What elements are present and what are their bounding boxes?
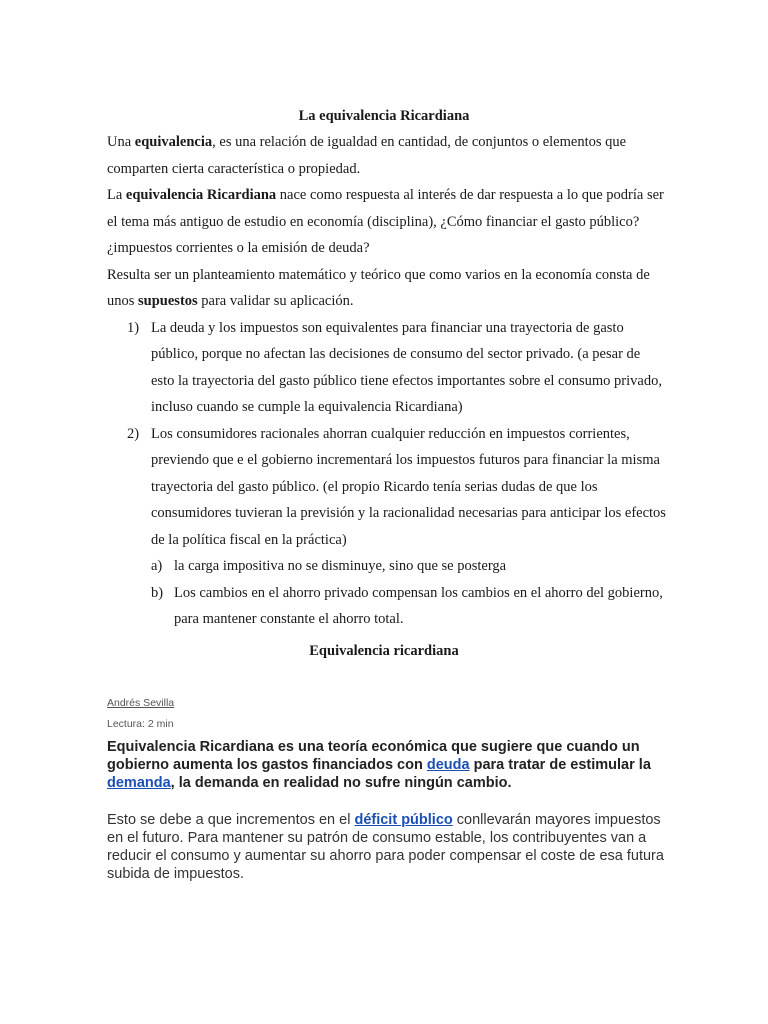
lead-text-1: Equivalencia Ricardiana es una teoría económica que sugiere que cuando un gobierno aumenta los gastos financiados con [107,739,640,773]
sub-list-text: Los cambios en el ahorro privado compensan los cambios en el ahorro del gobierno, para mantener constante el ahorro total. [174,584,663,627]
article-paragraph [107,811,667,883]
deficit-publico-link[interactable]: déficit público [354,812,453,828]
p2-text-start: La [107,187,126,203]
list-item-text: Los consumidores racionales ahorran cualquier reducción en impuestos corrientes, previendo que e el gobierno incrementará los impuestos futuros para financiar la misma trayectoria del gasto público. (el propio Ricardo tenía serias dudas de que los consumidores tuvieran la previsión y la racionalidad necesarias para anticipar los efectos de la política fiscal en la práctica) [151,425,666,548]
paragraph-equivalencia [107,129,667,182]
paragraph-supuestos [107,262,667,315]
sub-list-item [107,580,667,633]
sub-list-item [107,553,667,580]
p2-bold-term: equivalencia Ricardiana [125,187,277,203]
demanda-link[interactable]: demanda [107,775,171,791]
p3-text-start: Resulta ser un planteamiento matemático y teórico que como varios en la economía consta de unos [107,266,650,309]
list-item [107,421,667,554]
paragraph-equivalencia-ricardiana [107,182,667,262]
reading-time: Lectura: 2 min [107,718,174,730]
deuda-link[interactable]: deuda [426,757,470,773]
document-body [107,129,667,633]
author-link[interactable]: Andrés Sevilla [107,697,175,709]
sub-list-letter: b) [151,584,164,601]
document-title: La equivalencia Ricardiana [298,108,470,124]
p2-text-end: nace como respuesta al interés de dar respuesta a lo que podría ser el tema más antiguo de estudio en economía (disciplina), ¿Cómo financiar el gasto público? ¿impuestos corrientes o la emisión de deuda? [107,187,664,256]
p3-text-end: para validar su aplicación. [197,293,354,309]
sub-list-letter: a) [151,558,163,574]
para-text-1: Esto se debe a que incrementos en el [107,812,355,828]
p1-text-end: , es una relación de igualdad en cantidad, de conjuntos o elementos que comparten cierta característica o propiedad. [107,134,627,177]
p1-text-start: Una [107,134,135,150]
para-text-2: conllevarán mayores impuestos en el futuro. Para mantener su patrón de consumo estable, los contribuyentes van a reducir el consumo y aumentar su ahorro para poder compensar el coste de esa futura subida de impuestos. [107,812,664,882]
article-lead [107,738,667,792]
p3-bold-term: supuestos [138,293,198,309]
assumptions-list [107,315,667,554]
lead-text-2: para tratar de estimular la [469,757,651,773]
list-number: 1) [127,319,140,336]
section-title: Equivalencia ricardiana [309,643,459,659]
list-item-text: La deuda y los impuestos son equivalentes para financiar una trayectoria de gasto público, porque no afectan las decisiones de consumo del sector privado. (a pesar de esto la trayectoria del gasto público tiene efectos importantes sobre el consumo privado, incluso cuando se cumple la equivalencia Ricardiana) [151,319,662,415]
lead-text-3: , la demanda en realidad no sufre ningún cambio. [170,775,512,791]
p1-bold-term: equivalencia [134,134,213,150]
sub-list-text: la carga impositiva no se disminuye, sino que se posterga [174,558,507,574]
list-number: 2) [127,425,140,442]
sub-list [107,553,667,633]
list-item [107,315,667,421]
